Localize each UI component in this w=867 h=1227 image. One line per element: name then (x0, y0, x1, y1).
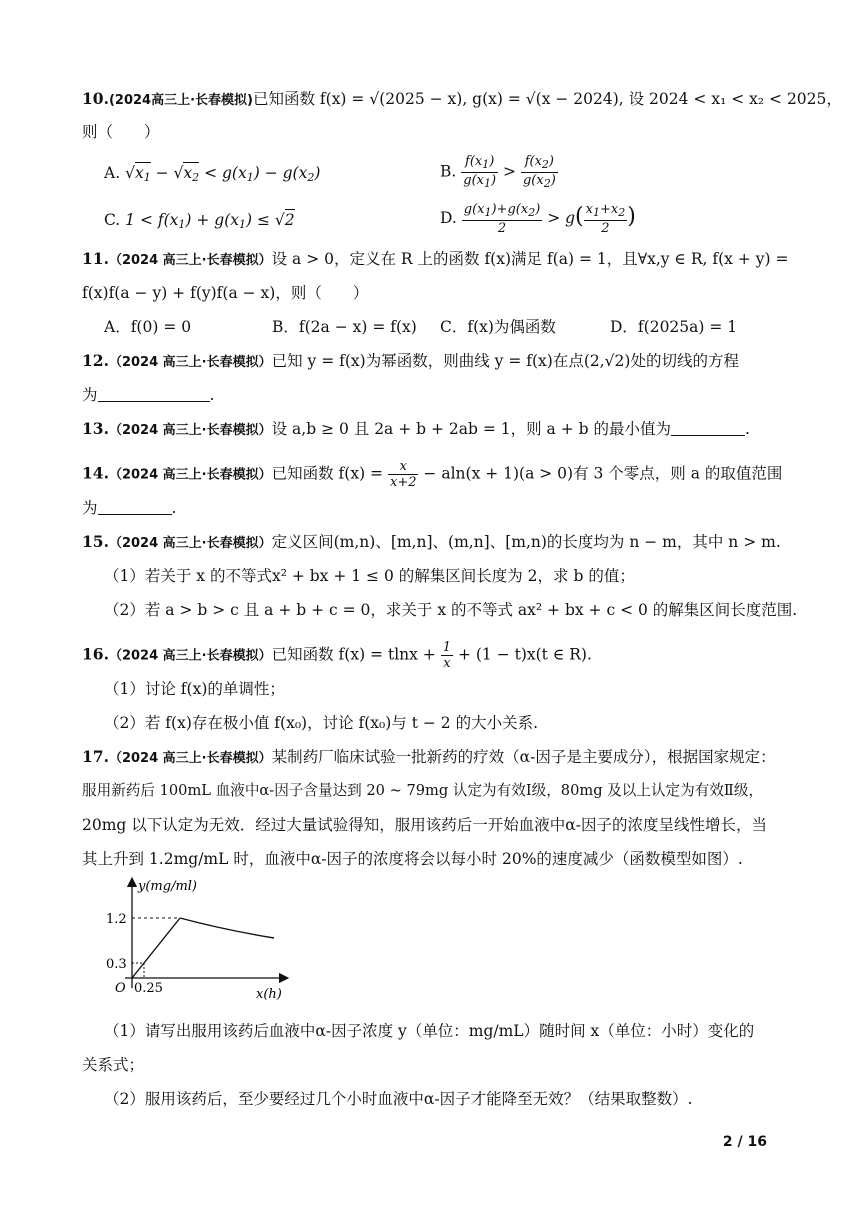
q11-option-a: A．f(0) = 0 (104, 318, 192, 336)
q14-stem-part2: − aln(x + 1)(a > 0)有 3 个零点，则 a 的取值范围 (423, 464, 783, 483)
q17-text-line3: 20mg 以下认定为无效．经过大量试验得知，服用该药后一开始血液中α-因子的浓度呈线性增长，当 (82, 816, 767, 834)
q10-option-a-label: A. (104, 164, 121, 182)
q14-stem-line2-end: . (171, 499, 177, 517)
q12-line1 (82, 350, 739, 374)
q13-number: 13. (82, 419, 109, 438)
q15-source: （2024 高三上·长春模拟） (108, 536, 272, 551)
q17-part2: （2）服用该药后，至少要经过几个小时血液中α-因子才能降至无效？（结果取整数）. (104, 1090, 693, 1108)
q13-stem: 设 a,b ≥ 0 且 2a + b + 2ab = 1，则 a + b 的最小值为 (271, 420, 671, 438)
q17-text-line1: 某制药厂临床试验一批新药的疗效（α-因子是主要成分），根据国家规定： (271, 748, 776, 766)
q16-number: 16. (82, 644, 109, 664)
q11-number: 11. (82, 249, 109, 268)
q16-fraction-denominator: x (443, 656, 451, 671)
q15-number: 15. (82, 532, 109, 551)
q10-stem-line1: 已知函数 f(x) = √(2025 − x), g(x) = √(x − 2024), 设 2024 < x₁ < x₂ < 2025， (252, 90, 842, 108)
rising-segment (132, 918, 180, 978)
q12-stem-line2-start: 为 (82, 386, 98, 404)
q17-text-line4: 其上升到 1.2mg/mL 时，血液中α-因子的浓度将会以每小时 20%的速度减少（函数模型如图）. (82, 850, 743, 868)
q10-option-b-label: B. (440, 162, 457, 181)
q14-fraction-numerator: x (388, 459, 419, 475)
q17-source: （2024 高三上·长春模拟） (108, 751, 272, 766)
q14-stem-line2-start: 为 (82, 499, 98, 517)
q10-option-c-label: C. (104, 211, 121, 229)
q10-option-b: B. $\frac{f(x_1)}{g(x_1)}$ > $\frac{f(x_2)}{g(x_2)}$ (440, 154, 556, 190)
q14-line2 (82, 497, 176, 519)
y-tick-high: 1.2 (106, 912, 127, 927)
q10-number: 10. (82, 89, 109, 108)
q12-source: （2024 高三上·长春模拟） (108, 355, 272, 370)
q17-text-line2: 服用新药后 100mL 血液中α-因子含量达到 20 ~ 79mg 认定为有效Ⅰ级，80mg 及以上认定为有效Ⅱ级， (82, 782, 764, 799)
q10-option-d: D. $\frac{g(x_1)+g(x_2)}{2}$ > g( $\frac{x_1+x_2}{2}$ ) (440, 202, 636, 236)
q14-fraction-denominator: x+2 (389, 475, 417, 490)
q14-answer-blank[interactable] (98, 498, 172, 515)
q16-stem-part2: + (1 − t)x(t ∈ R). (457, 645, 592, 664)
q12-line2 (82, 384, 214, 406)
q11-line1 (82, 248, 788, 272)
q12-answer-blank[interactable] (98, 385, 210, 402)
q14-line1 (82, 459, 782, 490)
page-number: 2 / 16 (722, 1134, 767, 1150)
q15-line1 (82, 531, 781, 555)
q11-option-b: B．f(2a − x) = f(x) (272, 318, 417, 336)
q14-stem-part1: 已知函数 f(x) = (271, 464, 384, 483)
q17-part1-line2: 关系式； (82, 1056, 145, 1074)
q10-option-d-label: D. (440, 209, 457, 227)
concentration-graph (100, 876, 300, 1006)
q10-stem-line2: 则（ ） (82, 123, 160, 141)
q10-option-a: A. $√x_1 - √x_2 < g(x_1) - g(x_2)$ (104, 164, 321, 184)
q11-option-c: C．f(x)为偶函数 (440, 318, 556, 336)
q16-source: （2024 高三上·长春模拟） (108, 648, 272, 664)
q10-line1 (82, 88, 842, 112)
q13-source: （2024 高三上·长春模拟） (108, 423, 272, 438)
q17-number: 17. (82, 747, 109, 766)
q17-part1-line1: （1）请写出服用该药后血液中α-因子浓度 y（单位：mg/mL）随时间 x（单位：小时）变化的 (104, 1022, 755, 1040)
q12-stem-line2-end: . (209, 386, 215, 404)
q11-stem-line2: f(x)f(a − y) + f(y)f(a − x)，则（ ） (82, 284, 369, 302)
q17-line1 (82, 746, 776, 770)
y-tick-low: 0.3 (106, 957, 127, 972)
x-axis-label: x(h) (256, 987, 282, 1002)
q13-line (82, 418, 750, 442)
q14-fraction (388, 459, 419, 490)
q16-stem-part1: 已知函数 f(x) = tlnx + (271, 645, 436, 664)
q14-source: （2024 高三上·长春模拟） (108, 467, 272, 483)
q16-part1: （1）讨论 f(x)的单调性； (104, 680, 285, 698)
q11-source: （2024 高三上·长春模拟） (108, 253, 272, 268)
q15-part1: （1）若关于 x 的不等式x² + bx + 1 ≤ 0 的解集区间长度为 2，求 b 的值； (104, 567, 635, 585)
q10-option-c: C. $1 < f(x_1) + g(x_1) \le √2$ (104, 211, 295, 231)
q16-part2: （2）若 f(x)存在极小值 f(x₀)，讨论 f(x₀)与 t − 2 的大小关系. (104, 714, 539, 732)
y-axis-label: y(mg/ml) (138, 879, 198, 894)
q15-stem: 定义区间(m,n)、[m,n]、(m,n]、[m,n)的长度均为 n − m，其中 n > m. (271, 533, 781, 551)
q11-stem-line1: 设 a > 0，定义在 R 上的函数 f(x)满足 f(a) = 1，且∀x,y ∈ R, f(x + y) = (271, 250, 789, 268)
q14-number: 14. (82, 463, 109, 483)
x-tick: 0.25 (134, 981, 163, 996)
decay-curve (180, 918, 274, 938)
origin-label: O (115, 981, 126, 996)
q15-part2: （2）若 a > b > c 且 a + b + c = 0，求关于 x 的不等式 ax² + bx + c < 0 的解集区间长度范围. (104, 601, 798, 619)
q11-option-d: D．f(2025a) = 1 (610, 318, 738, 336)
q12-number: 12. (82, 351, 109, 370)
q13-stem-end: . (745, 420, 750, 438)
q16-line1 (82, 640, 592, 671)
q10-source: (2024高三上·长春模拟) (108, 93, 253, 108)
q16-fraction (441, 640, 453, 671)
q13-answer-blank[interactable] (671, 419, 745, 436)
q16-fraction-numerator: 1 (442, 640, 452, 655)
q12-stem-line1: 已知 y = f(x)为幂函数，则曲线 y = f(x)在点(2,√2)处的切线的方程 (271, 352, 739, 370)
